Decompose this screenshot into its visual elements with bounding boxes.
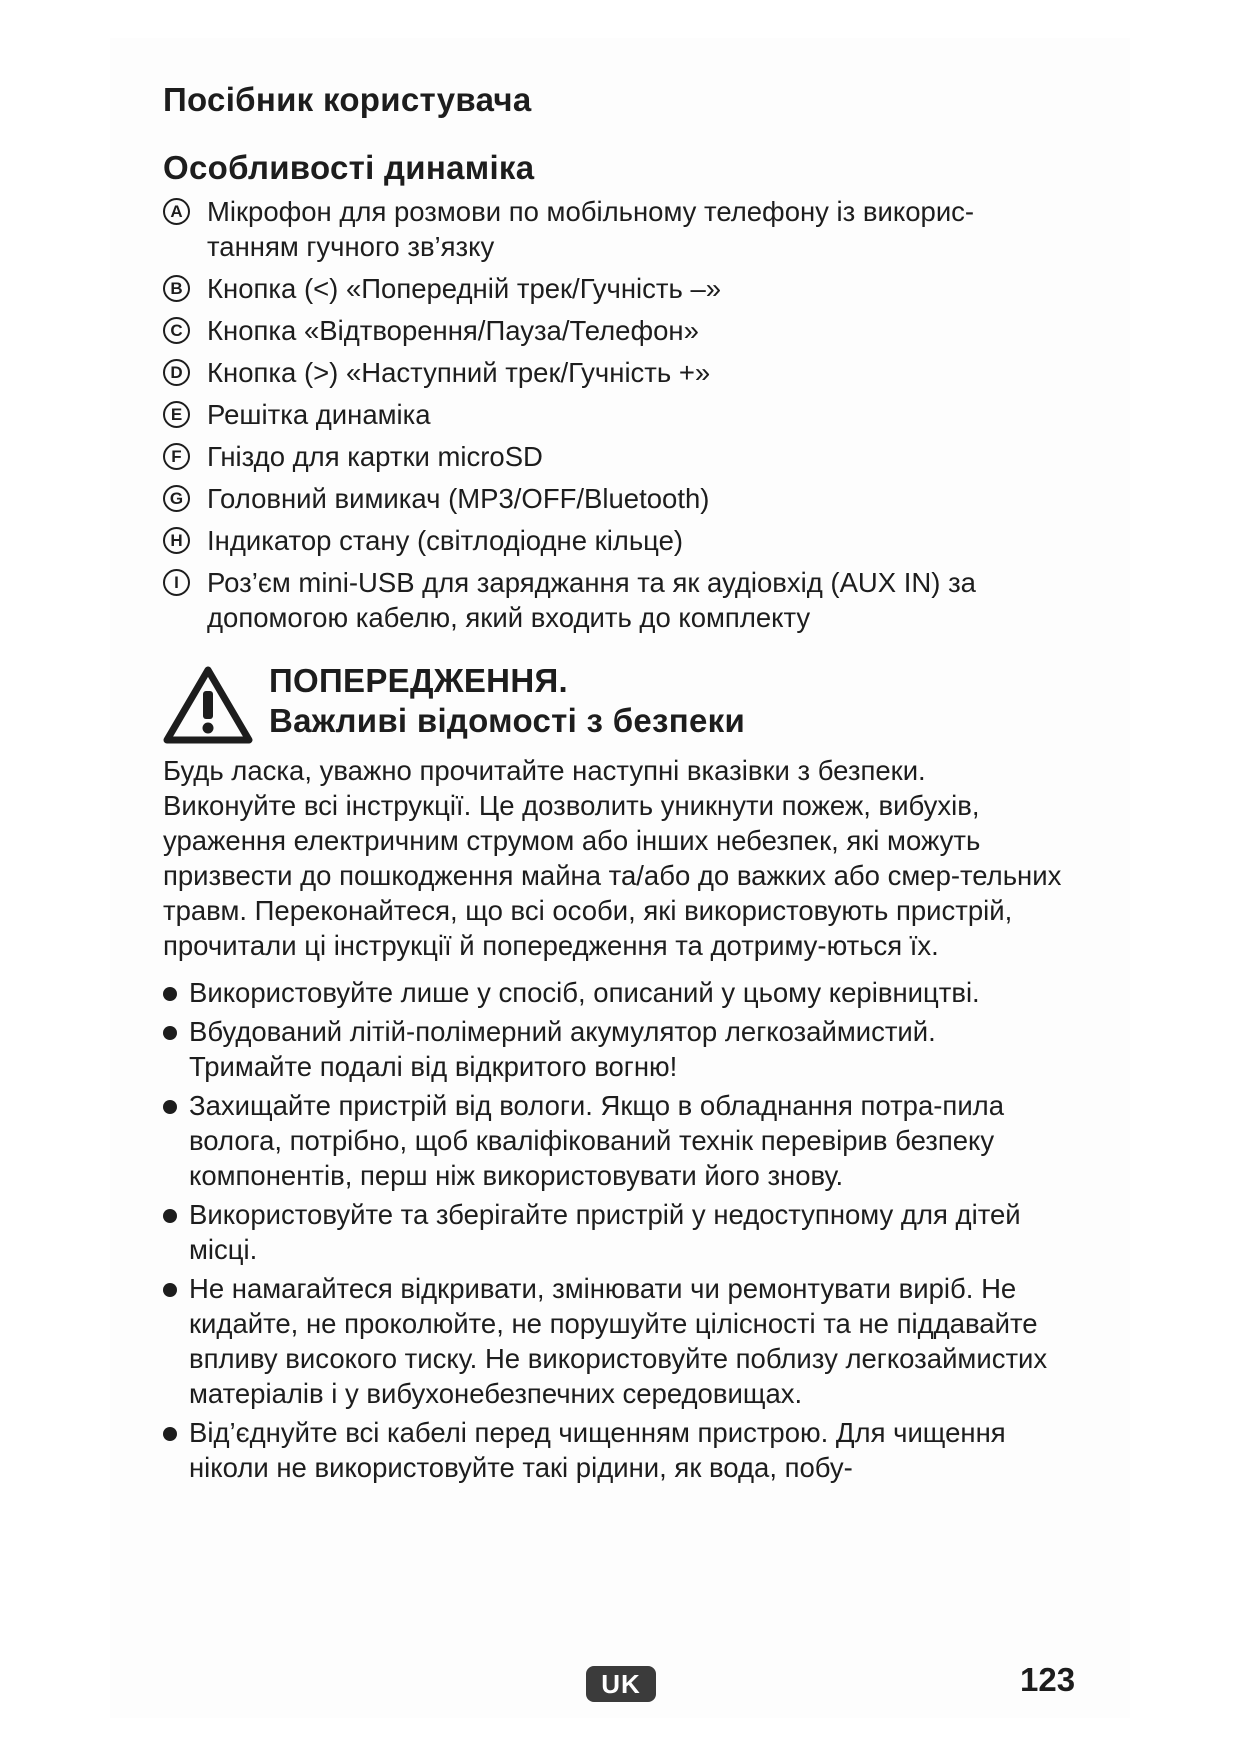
feature-item: [163, 194, 1063, 264]
feature-item: [163, 481, 1063, 516]
bullet-dot-icon: [163, 1209, 177, 1223]
feature-text: Індикатор стану (світлодіодне кільце): [207, 525, 684, 556]
bullet-text: Не намагайтеся відкривати, змінювати чи ремонтувати виріб. Не кидайте, не проколюйте, не порушуйте цілісності та не піддавайте впливу високого тиску. Не використовуйте поблизу легкозаймистих матеріалів і у вибухонебезпечних середовищах.: [189, 1273, 1048, 1409]
warning-title: ПОПЕРЕДЖЕННЯ.: [269, 662, 568, 699]
marker-b-icon: B: [163, 275, 190, 302]
section-title: Особливості динаміка: [163, 149, 535, 186]
marker-g-icon: G: [163, 485, 190, 512]
feature-text: Головний вимикач (MP3/OFF/Bluetooth): [207, 483, 710, 514]
document-content: [163, 72, 1063, 1489]
feature-item: [163, 355, 1063, 390]
bullet-text: Захищайте пристрій від вологи. Якщо в обладнання потра-пила волога, потрібно, щоб кваліфікований технік перевірив безпеку компонентів, перш ніж використовувати його знову.: [189, 1090, 1005, 1191]
safety-bullet: [163, 1088, 1063, 1193]
feature-text: Мікрофон для розмови по мобільному телефону із викорис-танням гучного зв’язку: [207, 196, 975, 262]
bullet-dot-icon: [163, 1283, 177, 1297]
safety-bullet: [163, 1197, 1063, 1267]
bullet-dot-icon: [163, 1026, 177, 1040]
bullet-text: Використовуйте лише у спосіб, описаний у цьому керівництві.: [189, 977, 980, 1008]
feature-text: Кнопка (<) «Попередній трек/Гучність –»: [207, 273, 722, 304]
safety-bullet: [163, 1271, 1063, 1411]
marker-e-icon: E: [163, 401, 190, 428]
warning-subtitle: Важливі відомості з безпеки: [269, 702, 746, 739]
bullet-dot-icon: [163, 1427, 177, 1441]
bullet-text: Використовуйте та зберігайте пристрій у недоступному для дітей місці.: [189, 1199, 1021, 1265]
marker-h-icon: H: [163, 527, 190, 554]
warning-titles: [269, 661, 1063, 741]
language-badge: UK: [586, 1666, 656, 1702]
safety-bullet-list: [163, 975, 1063, 1485]
feature-item: [163, 523, 1063, 558]
feature-text: Гніздо для картки microSD: [207, 441, 543, 472]
safety-bullet: [163, 1014, 1063, 1084]
feature-item: [163, 271, 1063, 306]
marker-i-icon: I: [163, 569, 190, 596]
safety-bullet: [163, 975, 1063, 1010]
feature-item: [163, 565, 1063, 635]
marker-d-icon: D: [163, 359, 190, 386]
feature-text: Роз’єм mini-USB для заряджання та як аудіовхід (AUX IN) за допомогою кабелю, який входить до комплекту: [207, 567, 976, 633]
bullet-text: Вбудований літій-полімерний акумулятор легкозаймистий. Тримайте подалі від відкритого вогню!: [189, 1016, 936, 1082]
document-title: Посібник користувача: [163, 81, 532, 118]
feature-item: [163, 397, 1063, 432]
bullet-dot-icon: [163, 1100, 177, 1114]
warning-header: [163, 661, 1063, 745]
page-number: 123: [1020, 1661, 1076, 1698]
feature-text: Решітка динаміка: [207, 399, 431, 430]
warning-triangle-icon: [163, 665, 253, 745]
safety-bullet: [163, 1415, 1063, 1485]
feature-list: [163, 194, 1063, 635]
feature-item: [163, 439, 1063, 474]
feature-text: Кнопка «Відтворення/Пауза/Телефон»: [207, 315, 699, 346]
safety-intro-paragraph: Будь ласка, уважно прочитайте наступні вказівки з безпеки. Виконуйте всі інструкції. Це дозволить уникнути пожеж, вибухів, ураження електричним струмом або інших небезпек, які можуть призвести до пошкодження майна та/або до важких або смер-тельних травм. Переконайтеся, що всі особи, які використовують пристрій, прочитали ці інструкції й попередження та дотриму-ються їх.: [163, 755, 1062, 961]
marker-c-icon: C: [163, 317, 190, 344]
bullet-text: Від’єднуйте всі кабелі перед чищенням пристрою. Для чищення ніколи не використовуйте такі рідини, як вода, побу-: [189, 1417, 1006, 1483]
marker-a-icon: A: [163, 198, 190, 225]
marker-f-icon: F: [163, 443, 190, 470]
feature-item: [163, 313, 1063, 348]
feature-text: Кнопка (>) «Наступний трек/Гучність +»: [207, 357, 711, 388]
bullet-dot-icon: [163, 987, 177, 1001]
